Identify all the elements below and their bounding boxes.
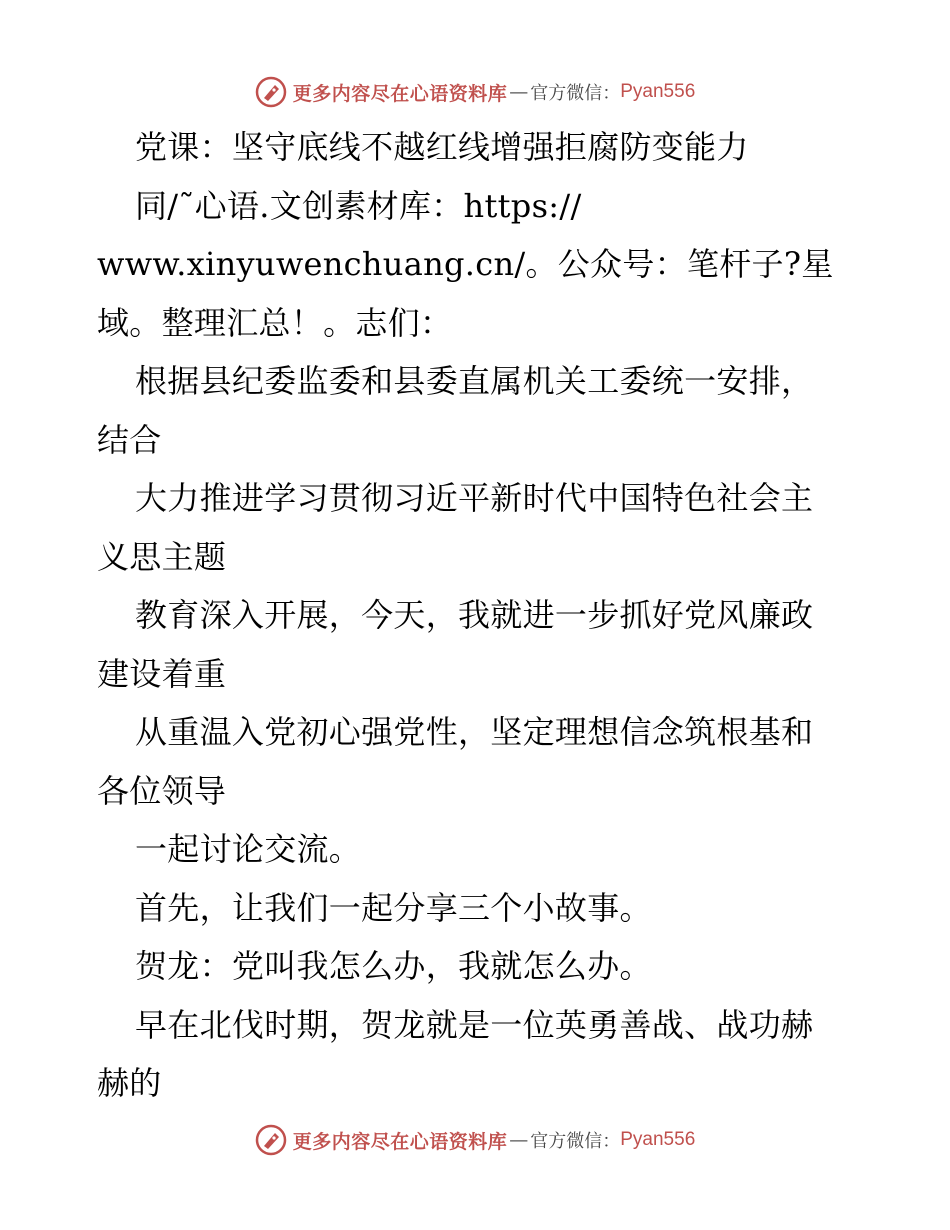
footer-banner <box>0 1120 950 1160</box>
banner-wechat-id: Pyan556 <box>620 1129 696 1150</box>
banner-wechat-id: Pyan556 <box>620 81 696 102</box>
document-title: 党课：坚守底线不越红线增强拒腐防变能力 <box>135 128 749 166</box>
text-line: 结合 <box>97 420 162 459</box>
text-line: 建设着重 <box>97 654 227 693</box>
text-line: 域。整理汇总！。志们： <box>97 303 453 342</box>
text-line: 一起讨论交流。 <box>135 830 362 868</box>
text-line: 义思主题 <box>97 537 227 576</box>
pen-nib-logo-icon <box>255 1124 287 1156</box>
pen-nib-logo-icon <box>255 76 287 108</box>
text-line: 从重温入党初心强党性，坚定理想信念筑根基和 <box>135 713 814 751</box>
text-line: 大力推进学习贯彻习近平新时代中国特色社会主 <box>135 479 814 517</box>
banner-text: 更多内容尽在心语资料库 <box>292 82 508 105</box>
story-heading: 贺龙：党叫我怎么办，我就怎么办。 <box>135 947 652 985</box>
banner-separator: — <box>509 81 529 103</box>
text-line: 各位领导 <box>97 771 227 810</box>
text-line: 教育深入开展，今天，我就进一步抓好党风廉政 <box>135 596 814 634</box>
text-line: 根据县纪委监委和县委直属机关工委统一安排， <box>135 362 814 400</box>
header-banner <box>0 72 950 112</box>
text-line: www.xinyuwenchuang.cn/。公众号：笔杆子?星 <box>97 245 834 283</box>
text-line: 早在北伐时期，贺龙就是一位英勇善战、战功赫 <box>135 1005 814 1044</box>
banner-wechat-label: 官方微信： <box>530 1131 621 1152</box>
text-line: 首先，让我们一起分享三个小故事。 <box>135 888 652 927</box>
banner-wechat-label: 官方微信： <box>530 83 621 104</box>
text-line: 同/˜心语.文创素材库：https:// <box>135 186 582 225</box>
text-line: 赫的 <box>97 1064 162 1102</box>
document-body <box>97 118 857 1113</box>
banner-text: 更多内容尽在心语资料库 <box>292 1130 508 1153</box>
banner-separator: — <box>509 1129 529 1151</box>
